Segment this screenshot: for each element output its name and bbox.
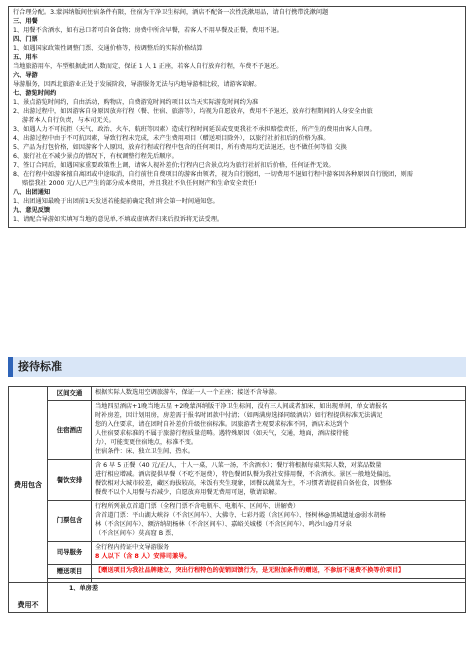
category-included-cell: 费用包含 [9,387,48,583]
row-content [92,501,466,542]
table-row [9,460,466,501]
notes-heading: 四、门票 [13,35,38,43]
content-line: 行程所列景点首道门票（全程门票不含电瓶车、电瓶车、区间车、讲解费） [95,503,300,511]
section-header-bar [8,357,13,377]
content-line: 您的入住要求，请在团时自补差价升级住宿标准。因旅游者主观要求标准不同，酒店未达到个 [95,421,349,429]
row-label: 赠送项目 [48,565,92,579]
section-title: 接待标准 [18,360,62,374]
row-label: 餐饮安排 [48,460,92,501]
content-line: 全行程内持证中文导游服务 [95,544,170,552]
table-row [9,501,466,542]
row-content [92,387,466,401]
table-row [9,565,466,579]
notes-line: 8、在行程中如游客擅自离团或中途取消，自行前往自费项目的游客由领者，视为自行脱团，一切费用不退如行程中游客因各种原因自行脱团，则需 [13,170,413,178]
category-excluded-cell: 费用不 [9,583,48,613]
row-label: 住宿酒店 [48,401,92,460]
row-label: 司导服务 [48,542,92,565]
row-label: 门票包含 [48,501,92,542]
notes-line: 3、如遇人力不可抗拒（天气、政治、火车、航班等因素）造成行程时间延误或变更我社不承担赔偿责任，所产生的费用由客人自理。 [13,125,376,133]
content-line: 住宿条件：床、独立卫生间、热水。 [95,448,194,456]
notes-line: 4、出游过程中由于不可抗因素，导致行程未完成，未产生费用项目（赠送项目除外），以旅行社折扣后的价格为准。 [13,134,330,142]
notes-heading: 七、游览时间约 [13,89,57,97]
row-content [92,542,466,565]
content-line: 人住宿要求标准的不属于旅游行程质量范畴。遇特殊原因（如天气，交通，地面，酒店接待能 [95,430,349,438]
content-line: 当地四星酒店+1晚当地五星 +2晚蒙洱纳版干净卫生标间，没有三人间或者加床，如出现单间，单女请报名 [95,403,388,411]
row-content [92,401,466,460]
row-label: 区间交通 [48,387,92,401]
notes-line: 1、出团通知最晚于出团前1天发送若能提前确定我们将会第一时间通知您。 [13,197,219,205]
content-line: 力），可能变更住宿地点，标准不变。 [95,439,198,447]
notes-line: 6、旅行社在不减少景点的情况下，有权调整行程先后顺序。 [13,152,178,160]
notes-line: 5、产品为打包价格，如因游客个人原因，放弃行程或行程中包含的任何项目，所有费用均无法退还，也不做任何等值 交换 [13,143,347,151]
notes-line: 1、景点游览时间约，自由活动，购物店，自费游览时间约项目以当天实际游览时间约为准 [13,98,259,106]
notes-heading: 九、意见反馈 [13,206,51,214]
notes-line: 当地旅游用车，车型根据此团人数而定，保证 1 人 1 正座，若客人自行放弃行程，车费不予退还。 [13,62,283,70]
highlight-line: 8 人以下（含 8 人）安排司兼导。 [95,553,191,561]
row-content [92,460,466,501]
table-row [9,401,466,460]
content-line: 含 6 早 5 正餐（40 元/正/人，十人一桌，八菜一汤，不含酒水）；餐厅将根据每桌实际人数，对菜品数量 [95,462,382,470]
notes-intro: 行合理分配。3.蒙洱纳版间住宿条件有限，住宿为干净卫生标间，酒店不配备一次性洗漱用品，请自行携带洗漱问题 [13,9,329,16]
table-row [9,542,466,565]
notes-line: 2、出游过程中，如因游客自身原因放弃行程（餐、住宿、旅游等），均视为自愿放弃，费用不予退还，放弃行程期间的人身安全由旅 [13,107,373,115]
notes-heading: 六、导游 [13,71,38,79]
notes-line: 1、如遇国家政策性调整门票、交通价格等，按调整后的实际价格结算 [13,44,203,52]
highlight-line: 【赠送项目为我社品牌建立，突出行程特色的促销回馈行为，是无附加条件的赠送，不参加不退费不换等价项目】 [95,567,405,575]
notes-heading: 五、用车 [13,53,38,61]
notes-line: 赔偿我社 2000 元/人已产生的部分成本费用，并且我社不负任何财产和生命安全责任! [22,179,257,187]
content-line: 餐饮相对大城市较差，藏区海拔较高，米饭有夹生现象，团餐以蔬菜为主，不习惯者请提前自备佐食，因整体 [95,480,392,488]
notes-line: 导游服务，因西北旅游业正处于发展阶段，导游服务无法与内地导游相比较，请游客谅解。 [13,80,261,88]
content-line: 含首道门票：平山湖大峡谷（不含区间车）、大佛寺、七彩丹霞（含区间车）、怪树林@黑城遗址@弱水胡杨 [95,512,386,520]
content-line: 时补房差，因计划用房，房差需于报名时团款中付清；（如两满房选择同级酒店）如行程提供标准无法满足 [95,412,383,420]
standards-table [8,386,466,613]
notes-heading: 三、用餐 [13,17,38,25]
excluded-content [48,583,466,613]
row-content [92,565,466,579]
content-line: 进行相应增减。酒店提供早餐（不吃不退费），特色餐团队餐为我社安排用餐，不含酒水。景区一般地处偏远， [95,471,396,479]
notes-line: 游者本人自行负责，与本司无关。 [22,116,115,124]
notes-section [8,6,466,228]
table-row-excluded [9,583,466,613]
content-line: 林（不含区间车）、额济纳胡杨林（不含区间车）、嘉峪关城楼（不含区间车）、鸣沙山@月牙泉 [95,521,352,529]
notes-line: 1、用餐不含酒水，如有忌口者可自备食物；房费中所含早餐，若客人不用早餐及正餐，费用不退。 [13,26,283,34]
notes-line: 1、请配合导游如实填写当地的意见单,不填或虚填者归来后投诉将无法受理。 [13,215,224,223]
notes-line: 7、签订合同后，如遇国家重要政策性上调，请客人视补差价;行程内已含景点均为旅行社折扣后价格，任何证件无效。 [13,161,335,169]
content-line: 餐费不以个人用餐与否减少，自愿放弃用餐无费用可退，敬请谅解。 [95,489,281,497]
section-header [8,357,466,377]
table-row [9,387,466,401]
notes-heading: 八、出团通知 [13,188,51,196]
content-line: 根据实际人数选用空调旅游车，保证一人一个正座；接送不含导游。 [95,389,281,397]
content-line: （不含区间车）莫高窟 B 票、 [95,530,178,538]
notes-body [13,18,461,225]
excluded-line: 1、单房差 [69,585,99,593]
